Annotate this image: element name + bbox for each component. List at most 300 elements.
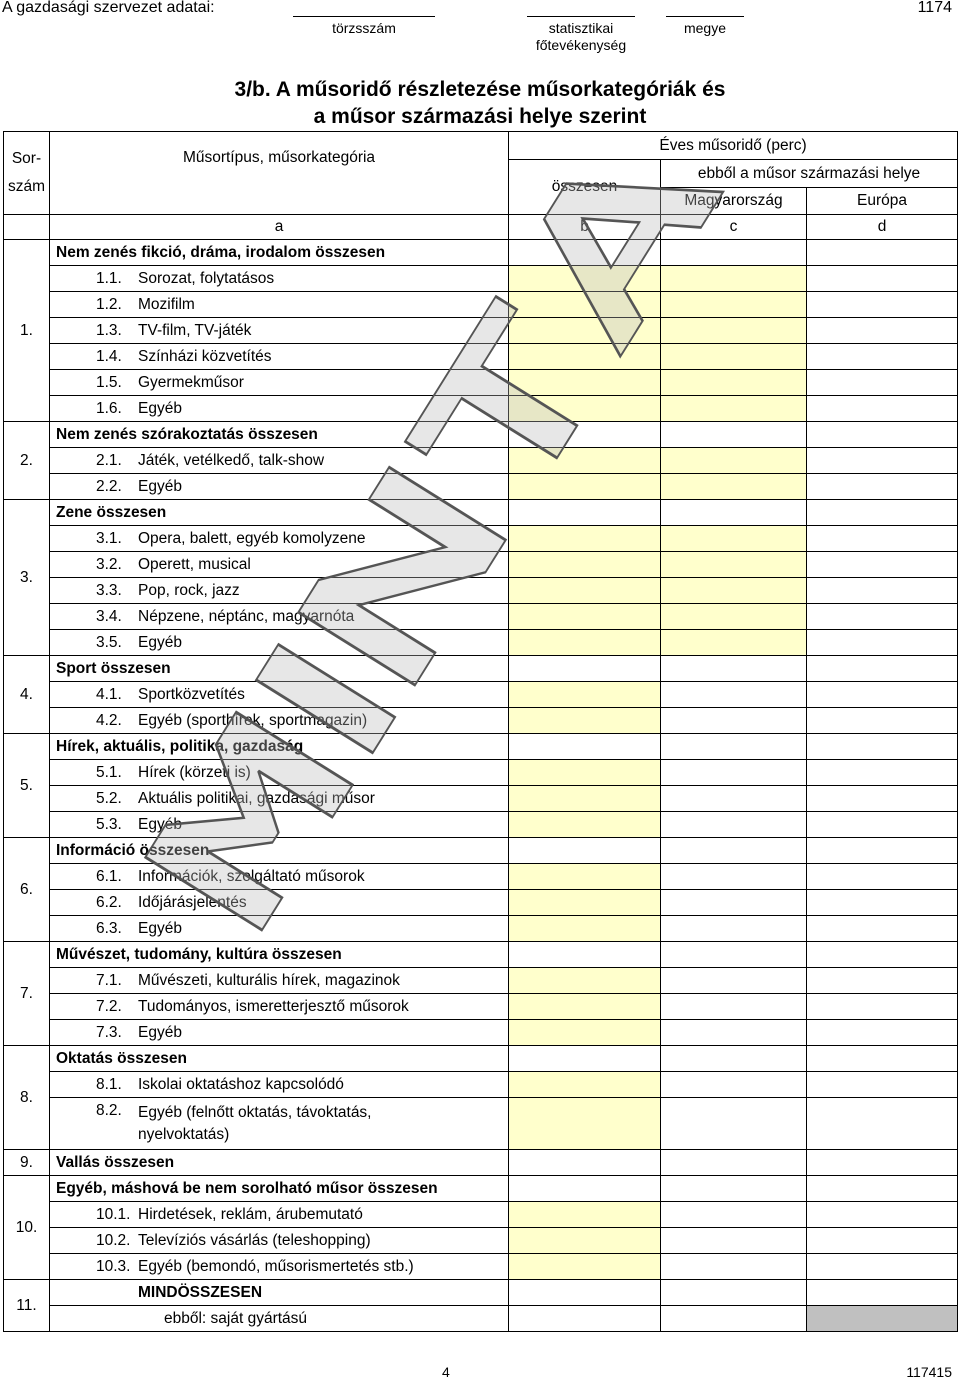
europe-input[interactable] xyxy=(807,916,958,942)
hungary-input[interactable] xyxy=(661,1098,807,1150)
category-label xyxy=(50,1306,509,1332)
hungary-input[interactable] xyxy=(661,1176,807,1202)
hungary-input[interactable] xyxy=(661,942,807,968)
category-code: 6.2. xyxy=(96,893,122,911)
title-line-2: a műsor származási helye szerint xyxy=(313,105,647,128)
category-code: 8.2. xyxy=(96,1101,122,1119)
category-label xyxy=(50,604,509,630)
category-code: 1.1. xyxy=(96,269,122,287)
col-letter-blank xyxy=(4,215,50,240)
category-text: Hírek, aktuális, politika, gazdaság xyxy=(56,737,304,755)
category-text: Pop, rock, jazz xyxy=(138,581,240,599)
europe-input[interactable] xyxy=(807,994,958,1020)
total-input[interactable] xyxy=(509,916,661,942)
statisztikai-field-line[interactable] xyxy=(527,16,635,17)
total-input[interactable] xyxy=(509,1254,661,1280)
hungary-input[interactable] xyxy=(661,422,807,448)
row-number: 6. xyxy=(4,838,50,942)
europe-input[interactable] xyxy=(807,552,958,578)
total-input[interactable] xyxy=(509,318,661,344)
category-text: Hírek (körzeti is) xyxy=(138,763,251,781)
total-input[interactable] xyxy=(509,968,661,994)
europe-input[interactable] xyxy=(807,1254,958,1280)
category-text: Sportközvetítés xyxy=(138,685,245,703)
table-row xyxy=(4,786,958,812)
total-input[interactable] xyxy=(509,1306,661,1332)
footer-code: 117415 xyxy=(906,1364,952,1380)
europe-input[interactable] xyxy=(807,578,958,604)
category-label xyxy=(50,864,509,890)
category-text: Sport összesen xyxy=(56,659,171,677)
europe-input[interactable] xyxy=(807,708,958,734)
table-row xyxy=(4,630,958,656)
category-label xyxy=(50,292,509,318)
table-row xyxy=(4,266,958,292)
category-text: Egyéb xyxy=(138,919,182,937)
row-number: 10. xyxy=(4,1176,50,1280)
table-row xyxy=(4,292,958,318)
category-code: 7.1. xyxy=(96,971,122,989)
europe-input[interactable] xyxy=(807,968,958,994)
category-text: Nem zenés fikció, dráma, irodalom összesen xyxy=(56,243,386,261)
hungary-input[interactable] xyxy=(661,474,807,500)
category-label xyxy=(50,968,509,994)
page-number: 4 xyxy=(442,1364,450,1380)
total-input[interactable] xyxy=(509,266,661,292)
category-code: 7.2. xyxy=(96,997,122,1015)
europe-input[interactable] xyxy=(807,838,958,864)
category-label xyxy=(50,1254,509,1280)
table-row xyxy=(4,1072,958,1098)
total-input[interactable] xyxy=(509,500,661,526)
hungary-input[interactable] xyxy=(661,344,807,370)
table-row xyxy=(4,1150,958,1176)
total-input[interactable] xyxy=(509,292,661,318)
europe-input[interactable] xyxy=(807,1280,958,1306)
category-text: Időjárásjelentés xyxy=(138,893,247,911)
hungary-input[interactable] xyxy=(661,292,807,318)
category-text: Hirdetések, reklám, árubemutató xyxy=(138,1205,363,1223)
hungary-input[interactable] xyxy=(661,318,807,344)
hungary-input[interactable] xyxy=(661,370,807,396)
table-row xyxy=(4,578,958,604)
table-row xyxy=(4,760,958,786)
europe-input[interactable] xyxy=(807,734,958,760)
hungary-input[interactable] xyxy=(661,1228,807,1254)
europe-input[interactable] xyxy=(807,1306,958,1332)
category-label xyxy=(50,1098,509,1150)
europe-input[interactable] xyxy=(807,630,958,656)
hungary-input[interactable] xyxy=(661,266,807,292)
hungary-input[interactable] xyxy=(661,578,807,604)
category-text: Egyéb xyxy=(138,399,182,417)
europe-input[interactable] xyxy=(807,422,958,448)
total-input[interactable] xyxy=(509,370,661,396)
title-line-1: 3/b. A műsoridő részletezése műsorkategóriák és xyxy=(234,78,726,101)
category-code: 6.3. xyxy=(96,919,122,937)
table-row xyxy=(4,526,958,552)
total-input[interactable] xyxy=(509,578,661,604)
total-input[interactable] xyxy=(509,682,661,708)
category-text: Játék, vetélkedő, talk-show xyxy=(138,451,325,469)
row-number: 1. xyxy=(4,240,50,422)
col-letter-b: b xyxy=(509,215,661,240)
category-text: Egyéb (sporthírek, sportmagazin) xyxy=(138,711,368,729)
europe-input[interactable] xyxy=(807,1046,958,1072)
hungary-input[interactable] xyxy=(661,734,807,760)
total-input[interactable] xyxy=(509,1072,661,1098)
row-number: 9. xyxy=(4,1150,50,1176)
hungary-input[interactable] xyxy=(661,526,807,552)
category-code: 3.4. xyxy=(96,607,122,625)
hungary-input[interactable] xyxy=(661,864,807,890)
category-code: 2.2. xyxy=(96,477,122,495)
europe-input[interactable] xyxy=(807,474,958,500)
category-label xyxy=(50,916,509,942)
europe-input[interactable] xyxy=(807,344,958,370)
row-number: 11. xyxy=(4,1280,50,1332)
category-text: Gyermekműsor xyxy=(138,373,244,391)
category-label xyxy=(50,1020,509,1046)
category-text: Színházi közvetítés xyxy=(138,347,272,365)
category-text: Művészeti, kulturális hírek, magazinok xyxy=(138,971,400,989)
col-letter-a: a xyxy=(50,215,509,240)
europe-input[interactable] xyxy=(807,240,958,266)
total-input[interactable] xyxy=(509,812,661,838)
total-input[interactable] xyxy=(509,760,661,786)
europe-input[interactable] xyxy=(807,656,958,682)
category-label xyxy=(50,1228,509,1254)
total-input[interactable] xyxy=(509,448,661,474)
hungary-input[interactable] xyxy=(661,786,807,812)
table-row xyxy=(4,1280,958,1306)
category-text: Zene összesen xyxy=(56,503,167,521)
watermark-text: MINTA xyxy=(262,927,265,931)
total-input[interactable] xyxy=(509,396,661,422)
category-code: 3.5. xyxy=(96,633,122,651)
category-text: TV-film, TV-játék xyxy=(138,321,252,339)
hungary-input[interactable] xyxy=(661,760,807,786)
category-label xyxy=(50,890,509,916)
category-label xyxy=(50,500,509,526)
category-text: Egyéb xyxy=(138,1023,182,1041)
type-header: Műsortípus, műsorkategória xyxy=(50,132,509,215)
europe-input[interactable] xyxy=(807,1098,958,1150)
category-code: 6.1. xyxy=(96,867,122,885)
row-number: 8. xyxy=(4,1046,50,1150)
row-number: 7. xyxy=(4,942,50,1046)
table-row xyxy=(4,916,958,942)
total-input[interactable] xyxy=(509,994,661,1020)
table-row xyxy=(4,240,958,266)
total-input[interactable] xyxy=(509,1046,661,1072)
total-input[interactable] xyxy=(509,630,661,656)
category-code: 3.2. xyxy=(96,555,122,573)
category-text: Információ összesen xyxy=(56,841,210,859)
category-text: Vallás összesen xyxy=(56,1153,175,1171)
table-row xyxy=(4,890,958,916)
category-code: 4.1. xyxy=(96,685,122,703)
table-row xyxy=(4,1046,958,1072)
category-label xyxy=(50,318,509,344)
europe-input[interactable] xyxy=(807,864,958,890)
table-row xyxy=(4,1020,958,1046)
hungary-input[interactable] xyxy=(661,682,807,708)
hungary-input[interactable] xyxy=(661,916,807,942)
category-label xyxy=(50,448,509,474)
category-code: 1.2. xyxy=(96,295,122,313)
category-label xyxy=(50,1280,509,1306)
category-label xyxy=(50,1176,509,1202)
category-code: 10.3. xyxy=(96,1257,131,1275)
table-row xyxy=(4,1254,958,1280)
total-input[interactable] xyxy=(509,838,661,864)
category-code: 1.6. xyxy=(96,399,122,417)
hungary-input[interactable] xyxy=(661,968,807,994)
total-input[interactable] xyxy=(509,942,661,968)
hungary-input[interactable] xyxy=(661,1306,807,1332)
category-label xyxy=(50,812,509,838)
table-row xyxy=(4,422,958,448)
category-code: 10.1. xyxy=(96,1205,131,1223)
hungary-input[interactable] xyxy=(661,240,807,266)
torzsszam-label: törzsszám xyxy=(332,20,396,36)
table-row xyxy=(4,552,958,578)
category-label xyxy=(50,578,509,604)
category-label xyxy=(50,1202,509,1228)
sorszam-header-1: Sor- xyxy=(11,150,42,167)
category-text: Egyéb, máshová be nem sorolható műsor összesen xyxy=(56,1179,438,1197)
megye-label: megye xyxy=(683,20,727,36)
category-label xyxy=(50,526,509,552)
europe-input[interactable] xyxy=(807,1176,958,1202)
category-text: Tudományos, ismeretterjesztő műsorok xyxy=(138,997,409,1015)
category-text: Opera, balett, egyéb komolyzene xyxy=(138,529,366,547)
europe-input[interactable] xyxy=(807,604,958,630)
hungary-input[interactable] xyxy=(661,552,807,578)
total-input[interactable] xyxy=(509,422,661,448)
table-row xyxy=(4,1098,958,1150)
category-text: Oktatás összesen xyxy=(56,1049,187,1067)
europe-input[interactable] xyxy=(807,448,958,474)
europe-input[interactable] xyxy=(807,1020,958,1046)
europe-input[interactable] xyxy=(807,500,958,526)
europe-input[interactable] xyxy=(807,396,958,422)
hungary-input[interactable] xyxy=(661,630,807,656)
total-input[interactable] xyxy=(509,786,661,812)
hungary-input[interactable] xyxy=(661,1046,807,1072)
table-row xyxy=(4,448,958,474)
category-label xyxy=(50,942,509,968)
category-label xyxy=(50,838,509,864)
table-row xyxy=(4,500,958,526)
category-label xyxy=(50,552,509,578)
category-code: 8.1. xyxy=(96,1075,122,1093)
category-text: Egyéb (felnőtt oktatás, távoktatás, nyelvoktatás) xyxy=(138,1103,372,1143)
category-text: Sorozat, folytatásos xyxy=(138,269,275,287)
category-label xyxy=(50,760,509,786)
total-input[interactable] xyxy=(509,734,661,760)
total-input[interactable] xyxy=(509,1098,661,1150)
europe-input[interactable] xyxy=(807,318,958,344)
hungary-input[interactable] xyxy=(661,396,807,422)
total-input[interactable] xyxy=(509,656,661,682)
category-code: 3.3. xyxy=(96,581,122,599)
col-letter-d: d xyxy=(807,215,958,240)
europe-input[interactable] xyxy=(807,890,958,916)
table-row xyxy=(4,682,958,708)
table-row xyxy=(4,864,958,890)
europe-input[interactable] xyxy=(807,1202,958,1228)
hungary-input[interactable] xyxy=(661,1020,807,1046)
category-code: 1.4. xyxy=(96,347,122,365)
total-input[interactable] xyxy=(509,526,661,552)
category-code: 2.1. xyxy=(96,451,122,469)
total-input[interactable] xyxy=(509,1202,661,1228)
europe-input[interactable] xyxy=(807,266,958,292)
statisztikai-label: statisztikai főtevékenység xyxy=(535,20,627,53)
megye-field-line[interactable] xyxy=(666,16,744,17)
total-input[interactable] xyxy=(509,1020,661,1046)
category-text: Iskolai oktatáshoz kapcsolódó xyxy=(138,1075,344,1093)
europe-input[interactable] xyxy=(807,786,958,812)
hungary-input[interactable] xyxy=(661,656,807,682)
category-code: 3.1. xyxy=(96,529,122,547)
hungary-header: Magyarország xyxy=(661,188,807,215)
total-input[interactable] xyxy=(509,344,661,370)
table-row xyxy=(4,812,958,838)
europe-input[interactable] xyxy=(807,526,958,552)
category-text: Televíziós vásárlás (teleshopping) xyxy=(138,1231,371,1249)
table-row xyxy=(4,942,958,968)
sorszam-header-2: szám xyxy=(7,178,46,195)
europe-input[interactable] xyxy=(807,1228,958,1254)
category-text: MINDÖSSZESEN xyxy=(138,1283,263,1301)
category-label xyxy=(50,474,509,500)
category-code: 10.2. xyxy=(96,1231,131,1249)
hungary-input[interactable] xyxy=(661,1280,807,1306)
europe-input[interactable] xyxy=(807,760,958,786)
europe-header: Európa xyxy=(807,188,958,215)
europe-input[interactable] xyxy=(807,942,958,968)
total-input[interactable] xyxy=(509,864,661,890)
category-label xyxy=(50,344,509,370)
category-text: ebből: saját gyártású xyxy=(164,1309,308,1327)
total-input[interactable] xyxy=(509,1176,661,1202)
sorszam-header xyxy=(4,132,50,215)
total-input[interactable] xyxy=(509,604,661,630)
row-number: 2. xyxy=(4,422,50,500)
category-text: Népzene, néptánc, magyarnóta xyxy=(138,607,355,625)
category-text: Egyéb xyxy=(138,633,182,651)
torzsszam-field-line[interactable] xyxy=(293,16,435,17)
hungary-input[interactable] xyxy=(661,1072,807,1098)
total-input[interactable] xyxy=(509,552,661,578)
category-label xyxy=(50,630,509,656)
total-header: összesen xyxy=(509,160,661,215)
category-text: Operett, musical xyxy=(138,555,251,573)
hungary-input[interactable] xyxy=(661,838,807,864)
hungary-input[interactable] xyxy=(661,1254,807,1280)
row-number: 3. xyxy=(4,500,50,656)
table-row xyxy=(4,396,958,422)
total-input[interactable] xyxy=(509,1228,661,1254)
category-label xyxy=(50,240,509,266)
hungary-input[interactable] xyxy=(661,448,807,474)
category-text: Egyéb (bemondó, műsorismertetés stb.) xyxy=(138,1257,414,1275)
category-label xyxy=(50,266,509,292)
hungary-input[interactable] xyxy=(661,500,807,526)
page-title xyxy=(0,76,960,130)
europe-input[interactable] xyxy=(807,812,958,838)
europe-input[interactable] xyxy=(807,1072,958,1098)
table-row xyxy=(4,968,958,994)
category-label xyxy=(50,708,509,734)
total-input[interactable] xyxy=(509,1150,661,1176)
hungary-input[interactable] xyxy=(661,1150,807,1176)
table-row xyxy=(4,344,958,370)
category-text: Információk, szolgáltató műsorok xyxy=(138,867,365,885)
europe-input[interactable] xyxy=(807,292,958,318)
table-row xyxy=(4,1306,958,1332)
form-number: 1174 xyxy=(917,0,952,16)
table-row xyxy=(4,474,958,500)
total-input[interactable] xyxy=(509,1280,661,1306)
total-input[interactable] xyxy=(509,474,661,500)
table-row xyxy=(4,708,958,734)
total-input[interactable] xyxy=(509,240,661,266)
category-label xyxy=(50,422,509,448)
category-code: 7.3. xyxy=(96,1023,122,1041)
annual-header: Éves műsoridő (perc) xyxy=(509,132,958,160)
category-code: 5.1. xyxy=(96,763,122,781)
category-code: 4.2. xyxy=(96,711,122,729)
category-text: Mozifilm xyxy=(138,295,195,313)
hungary-input[interactable] xyxy=(661,708,807,734)
hungary-input[interactable] xyxy=(661,890,807,916)
hungary-input[interactable] xyxy=(661,1202,807,1228)
table-row xyxy=(4,838,958,864)
category-text: Egyéb xyxy=(138,815,182,833)
category-text: Egyéb xyxy=(138,477,182,495)
category-label xyxy=(50,734,509,760)
category-code: 1.5. xyxy=(96,373,122,391)
category-code: 1.3. xyxy=(96,321,122,339)
category-code: 5.3. xyxy=(96,815,122,833)
hungary-input[interactable] xyxy=(661,604,807,630)
table-row xyxy=(4,656,958,682)
hungary-input[interactable] xyxy=(661,812,807,838)
europe-input[interactable] xyxy=(807,682,958,708)
total-input[interactable] xyxy=(509,890,661,916)
category-label xyxy=(50,1072,509,1098)
europe-input[interactable] xyxy=(807,1150,958,1176)
table-row xyxy=(4,994,958,1020)
of-which-header: ebből a műsor származási helye xyxy=(661,160,958,188)
category-text: Nem zenés szórakoztatás összesen xyxy=(56,425,318,443)
total-input[interactable] xyxy=(509,708,661,734)
category-label xyxy=(50,396,509,422)
category-label xyxy=(50,370,509,396)
org-label: A gazdasági szervezet adatai: xyxy=(2,0,215,16)
europe-input[interactable] xyxy=(807,370,958,396)
row-number: 4. xyxy=(4,656,50,734)
hungary-input[interactable] xyxy=(661,994,807,1020)
category-label xyxy=(50,656,509,682)
table-row xyxy=(4,1228,958,1254)
table-row xyxy=(4,1176,958,1202)
program-time-table xyxy=(3,131,958,1332)
